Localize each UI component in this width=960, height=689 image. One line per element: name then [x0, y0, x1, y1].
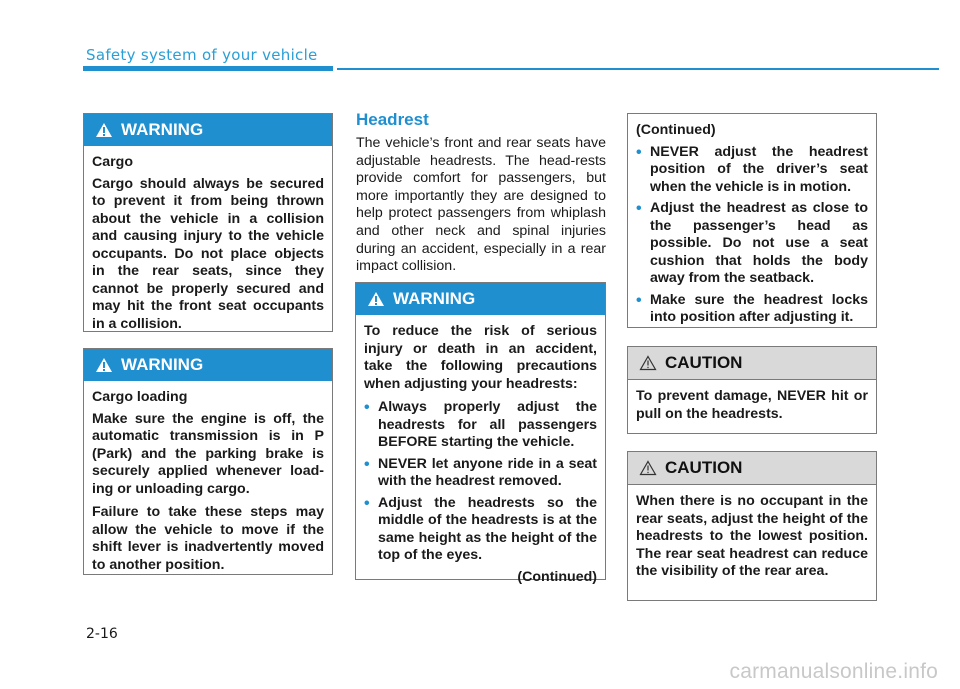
- caution-header: [628, 347, 876, 380]
- list-item: • Always properly adjust the headrests for all passengers BEFORE starting the vehicle.: [364, 399, 597, 452]
- headrest-title: Headrest: [356, 110, 429, 129]
- warning-label: WARNING: [393, 289, 476, 308]
- warning-header: [84, 114, 332, 146]
- list-item: • Make sure the headrest locks into position after adjusting it.: [636, 292, 868, 327]
- list-item: • NEVER adjust the headrest position of the driver’s seat when the vehicle is in motion.: [636, 144, 868, 197]
- continued-label: (Continued): [517, 568, 597, 585]
- warning-bullet-list: [636, 144, 868, 327]
- warning-bullet-list: [364, 399, 597, 565]
- caution-rear-box: [627, 451, 877, 601]
- list-item: • Adjust the headrests so the middle of the headrests is at the same height as the height of the top of the eyes.: [364, 495, 597, 565]
- caution-label: CAUTION: [665, 353, 743, 372]
- list-item: • Adjust the headrest as close to the passenger’s head as possible. Do not use a seat cushion that holds the body away from the seatback.: [636, 200, 868, 288]
- caution-damage-box: [627, 346, 877, 434]
- warning-subtitle: Cargo: [92, 154, 133, 170]
- caution-text: To prevent damage, NEVER hit or pull on the headrests.: [636, 388, 868, 422]
- continued-warning-box: [627, 113, 877, 328]
- warning-header: [84, 349, 332, 381]
- caution-label: CAUTION: [665, 458, 743, 477]
- warning-triangle-icon: [95, 357, 113, 373]
- caution-triangle-icon: [639, 355, 657, 371]
- warning-cargo-box: [83, 113, 333, 332]
- warning-triangle-icon: [95, 122, 113, 138]
- warning-label: WARNING: [121, 355, 204, 374]
- warning-paragraph: Failure to take these steps may allow the vehicle to move if the shift lever is inadvertently moved to another position.: [92, 504, 324, 573]
- warning-text: Cargo should always be secured to prevent it from being thrown about the vehicle in a collision and causing injury to the vehicle occupants. Do not place objects in the rear seats, since they cannot be properly secured and may hit the front seat occupants in a collision.: [92, 175, 324, 332]
- warning-cargo-loading-box: [83, 348, 333, 575]
- warning-label: WARNING: [121, 120, 204, 139]
- warning-headrest-box: [355, 282, 606, 585]
- warning-header: [356, 283, 605, 315]
- warning-subtitle: Cargo loading: [92, 389, 188, 405]
- caution-text: When there is no occupant in the rear seats, adjust the height of the headrests to the lowest position. The rear seat headrest can reduce the visibility of the rear area.: [636, 493, 868, 579]
- page-number: 2-16: [86, 626, 118, 642]
- caution-triangle-icon: [639, 460, 657, 476]
- headrest-text: The vehicle’s front and rear seats have adjustable headrests. The head-rests provide comfort for passengers, but more importantly they are designed to help protect passengers from whiplash and other neck and spinal injuries during an accident, especially in a rear impact collision.: [356, 135, 606, 275]
- watermark: carmanualsonline.info: [729, 660, 938, 683]
- warning-triangle-icon: [367, 291, 385, 307]
- caution-header: [628, 452, 876, 485]
- section-header: Safety system of your vehicle: [86, 46, 318, 64]
- list-item: • NEVER let anyone ride in a seat with the headrest removed.: [364, 456, 597, 491]
- continued-label: (Continued): [636, 122, 716, 138]
- warning-intro: To reduce the risk of serious injury or death in an accident, take the following precautions when adjusting your headrests:: [364, 323, 597, 392]
- header-rule-thin: [337, 68, 939, 70]
- header-rule-thick: [83, 66, 333, 71]
- warning-paragraph: Make sure the engine is off, the automatic transmission is in P (Park) and the parking brake is securely applied whenever load-ing or unloading cargo.: [92, 410, 324, 497]
